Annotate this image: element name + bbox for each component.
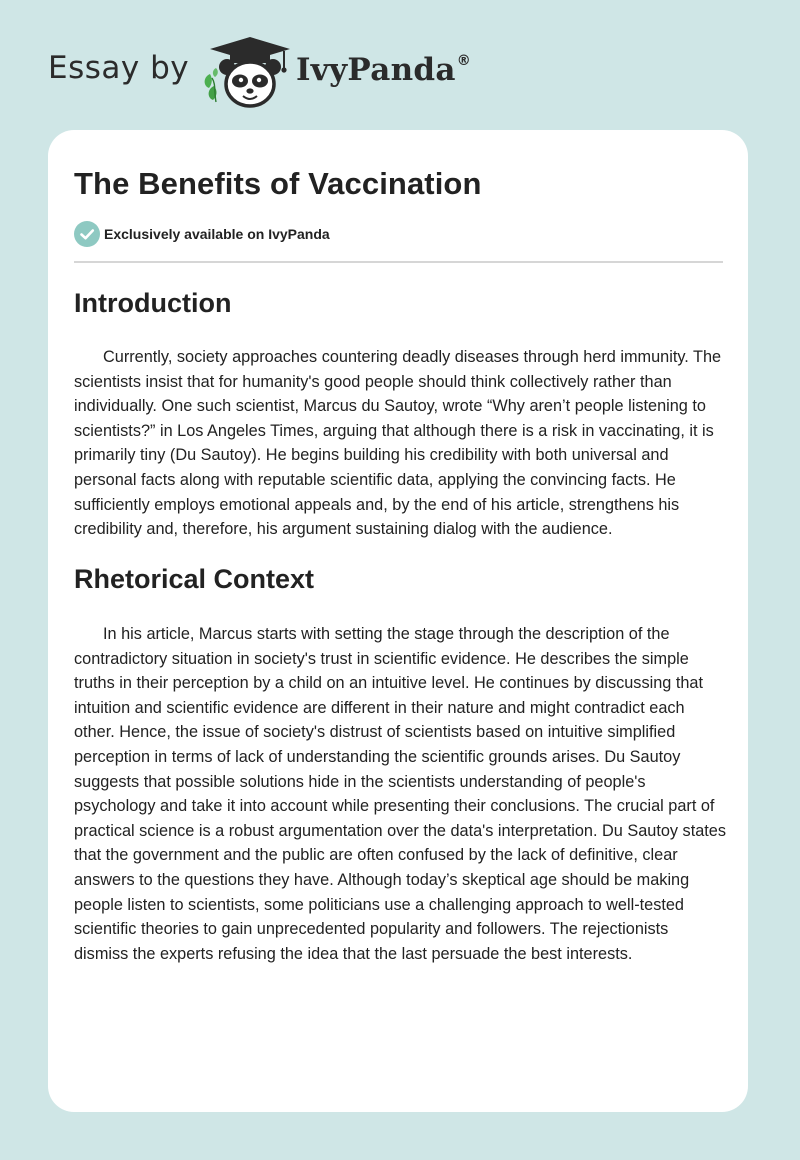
essay-title: The Benefits of Vaccination (74, 166, 482, 201)
exclusive-badge-label: Exclusively available on IvyPanda (104, 226, 330, 242)
check-circle-icon (74, 221, 100, 247)
essay-by-label: Essay by (48, 50, 190, 86)
section-introduction (74, 287, 726, 542)
section-paragraph: Currently, society approaches countering deadly diseases through herd immunity. The scientists insist that for humanity's good people should think collectively rather than individually. One such scientist, Marcus du Sautoy, wrote “Why aren’t people listening to scientists?” in Los Angeles Times, arguing that although there is a risk in vaccinating, it is primarily tiny (Du Sautoy). He begins building his credibility with both universal and personal facts along with reputable scientific data, applying the convincing facts. He sufficiently employs emotional appeals and, by the end of his article, strengthens his credibility and, therefore, his argument sustaining dialog with the audience. (74, 348, 722, 539)
section-heading: Introduction (74, 288, 232, 318)
essay-card (48, 130, 748, 1112)
brand-name-text: IvyPanda (296, 52, 456, 88)
site-header (0, 0, 800, 130)
title-divider (74, 261, 723, 263)
section-paragraph: In his article, Marcus starts with setting the stage through the description of the contradictory situation in society's trust in scientific evidence. He describes the simple truths in their perception by a child on an intuitive level. He continues by discussing that intuition and scientific evidence are different in their nature and might contradict each other. Hence, the issue of society's distrust of scientists based on intuitive simplified perception in terms of lack of understanding the scientific grounds arises. Du Sautoy suggests that possible solutions hide in the scientists understanding of people's psychology and take it into account while presenting their conclusions. The crucial part of practical science is a robust argumentation over the data's interpretation. Du Sautoy states that the government and the public are often confused by the lack of definitive, clear answers to the questions they have. Although today’s skeptical age should be making people listen to scientists, some politicians use a challenging approach to well-tested scientific theories to gain unprecedented popularity and followers. The rejectionists dismiss the experts refusing the idea that the last persuade the best interests. (74, 625, 726, 963)
section-heading: Rhetorical Context (74, 564, 315, 594)
brand-name[interactable] (296, 52, 471, 88)
exclusive-badge (74, 221, 330, 247)
ivypanda-logo-icon[interactable] (200, 34, 296, 110)
section-rhetorical-context (74, 563, 726, 966)
registered-mark: ® (456, 52, 472, 69)
